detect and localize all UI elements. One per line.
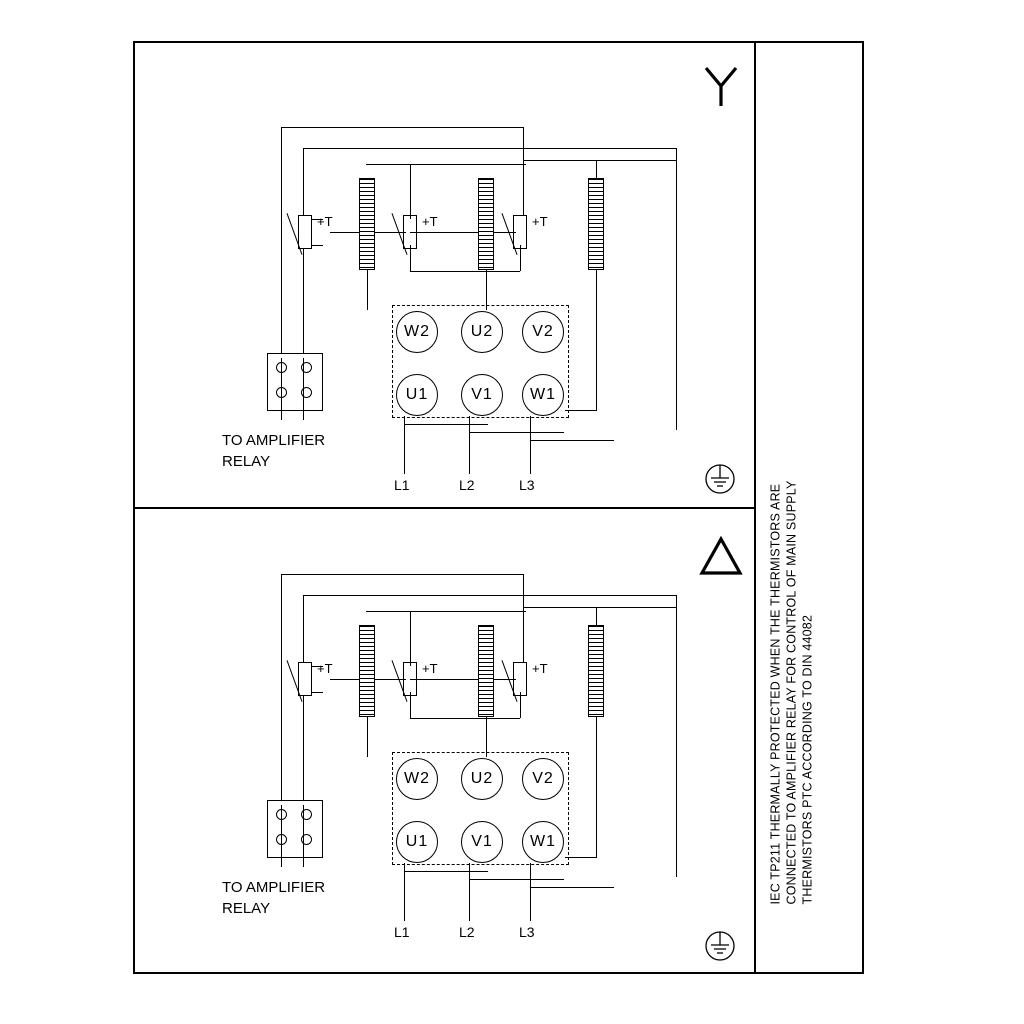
note-line-3: THERMISTORS PTC ACCORDING TO DIN 44082 (800, 614, 815, 904)
wire-coil6-rail (523, 607, 677, 608)
delta-symbol (698, 533, 744, 579)
wire-thermistor-rail-a-2 (281, 574, 523, 575)
winding-coil-6 (588, 625, 604, 717)
wire-connector-left (281, 358, 282, 420)
thermistor-2-label: +T (422, 214, 438, 229)
wire-coil3-to-w1 (565, 410, 597, 411)
winding-coil-2 (478, 178, 494, 270)
wire-ptc3-down (520, 245, 521, 271)
terminal-u2[interactable]: U2 (461, 311, 503, 353)
terminal-v1-delta[interactable]: V1 (461, 821, 503, 863)
thermistor-3-label: +T (532, 214, 548, 229)
wire-ptc2-down (410, 245, 411, 271)
wire-l3 (530, 416, 531, 474)
wire-ptc2-up (410, 164, 411, 219)
terminal-v2[interactable]: V2 (522, 311, 564, 353)
winding-coil-3 (588, 178, 604, 270)
winding-coil-4 (359, 625, 375, 717)
amplifier-label-line1-delta: TO AMPLIFIER (222, 879, 326, 896)
wire-supply-link-b-2 (469, 879, 564, 880)
note-line-1: IEC TP211 THERMALLY PROTECTED WHEN THE THERMISTORS ARE (768, 483, 783, 904)
thermistor-4 (298, 662, 312, 696)
panel-divider (133, 507, 755, 509)
wire-supply-link-b (469, 432, 564, 433)
thermistor-6-label: +T (532, 661, 548, 676)
wire-thermistor-left-b-2 (303, 595, 304, 805)
terminal-v2-delta[interactable]: V2 (522, 758, 564, 800)
wire-ptc5-down (410, 692, 411, 718)
wire-ptc5-ptc6 (410, 679, 516, 680)
wire-ptc2-rail (366, 164, 526, 165)
terminal-w2-delta[interactable]: W2 (396, 758, 438, 800)
amplifier-label-line2-delta: RELAY (222, 900, 271, 917)
wire-connector-right-2 (303, 805, 304, 867)
wire-supply-link-c (530, 440, 614, 441)
label-l2: L2 (459, 477, 475, 493)
earth-symbol-star (702, 461, 738, 497)
amplifier-label-line2: RELAY (222, 453, 271, 470)
amplifier-label-line1: TO AMPLIFIER (222, 432, 326, 449)
wire-coil2-down (486, 270, 487, 310)
wire-l3-delta (530, 863, 531, 921)
wire-thermistor-right-a-2 (523, 574, 524, 666)
wire-coil5-down (486, 717, 487, 757)
wire-thermistor-left-b (303, 148, 304, 358)
terminal-u1[interactable]: U1 (396, 374, 438, 416)
wire-thermistor-right-a (523, 127, 524, 219)
label-l2-delta: L2 (459, 924, 475, 940)
wire-supply-link-c-2 (530, 887, 614, 888)
terminal-w1[interactable]: W1 (522, 374, 564, 416)
winding-coil-5 (478, 625, 494, 717)
wire-connector-right (303, 358, 304, 420)
terminal-u1-delta[interactable]: U1 (396, 821, 438, 863)
wire-coil6-down (596, 717, 597, 857)
label-l3-delta: L3 (519, 924, 535, 940)
thermistor-1 (298, 215, 312, 249)
wire-ptc2-ptc3 (410, 232, 516, 233)
wire-ptc5-bottom (410, 718, 520, 719)
thermistor-5-label: +T (422, 661, 438, 676)
wire-ptc5-up (410, 611, 411, 666)
label-l3: L3 (519, 477, 535, 493)
wire-coil3-up (596, 160, 597, 178)
terminal-w2[interactable]: W2 (396, 311, 438, 353)
amplifier-connector-block[interactable] (267, 353, 323, 411)
note-line-2: CONNECTED TO AMPLIFIER RELAY FOR CONTROL OF MAIN SUPPLY (784, 479, 799, 904)
label-l1-delta: L1 (394, 924, 410, 940)
thermistor-1-label: +T (317, 214, 333, 229)
wire-supply-link-a (404, 424, 488, 425)
wire-thermistor-right-b (676, 148, 677, 430)
wire-coil1-down (367, 270, 368, 310)
wire-thermistor-rail-b (303, 148, 676, 149)
terminal-w1-delta[interactable]: W1 (522, 821, 564, 863)
wire-thermistor-left-a-2 (281, 574, 282, 805)
amplifier-connector-block-2[interactable] (267, 800, 323, 858)
notes-block (758, 41, 864, 974)
wire-thermistor-right-b-2 (676, 595, 677, 877)
wire-thermistor-left-a (281, 127, 282, 358)
terminal-v1[interactable]: V1 (461, 374, 503, 416)
wire-ptc5-rail (366, 611, 526, 612)
wire-thermistor-rail-a (281, 127, 523, 128)
thermistor-4-label: +T (317, 661, 333, 676)
wire-ptc2-bottom (410, 271, 520, 272)
wire-coil3-down (596, 270, 597, 410)
wire-connector-left-2 (281, 805, 282, 867)
notes-divider (754, 41, 756, 974)
wire-ptc6-down (520, 692, 521, 718)
wire-supply-link-a-2 (404, 871, 488, 872)
earth-symbol-delta (702, 928, 738, 964)
wire-coil3-rail (523, 160, 677, 161)
wye-symbol (698, 62, 744, 108)
wire-coil6-up (596, 607, 597, 625)
winding-coil-1 (359, 178, 375, 270)
wire-thermistor-rail-b-2 (303, 595, 676, 596)
wire-coil4-down (367, 717, 368, 757)
terminal-u2-delta[interactable]: U2 (461, 758, 503, 800)
label-l1: L1 (394, 477, 410, 493)
wire-coil6-to-w1 (565, 857, 597, 858)
